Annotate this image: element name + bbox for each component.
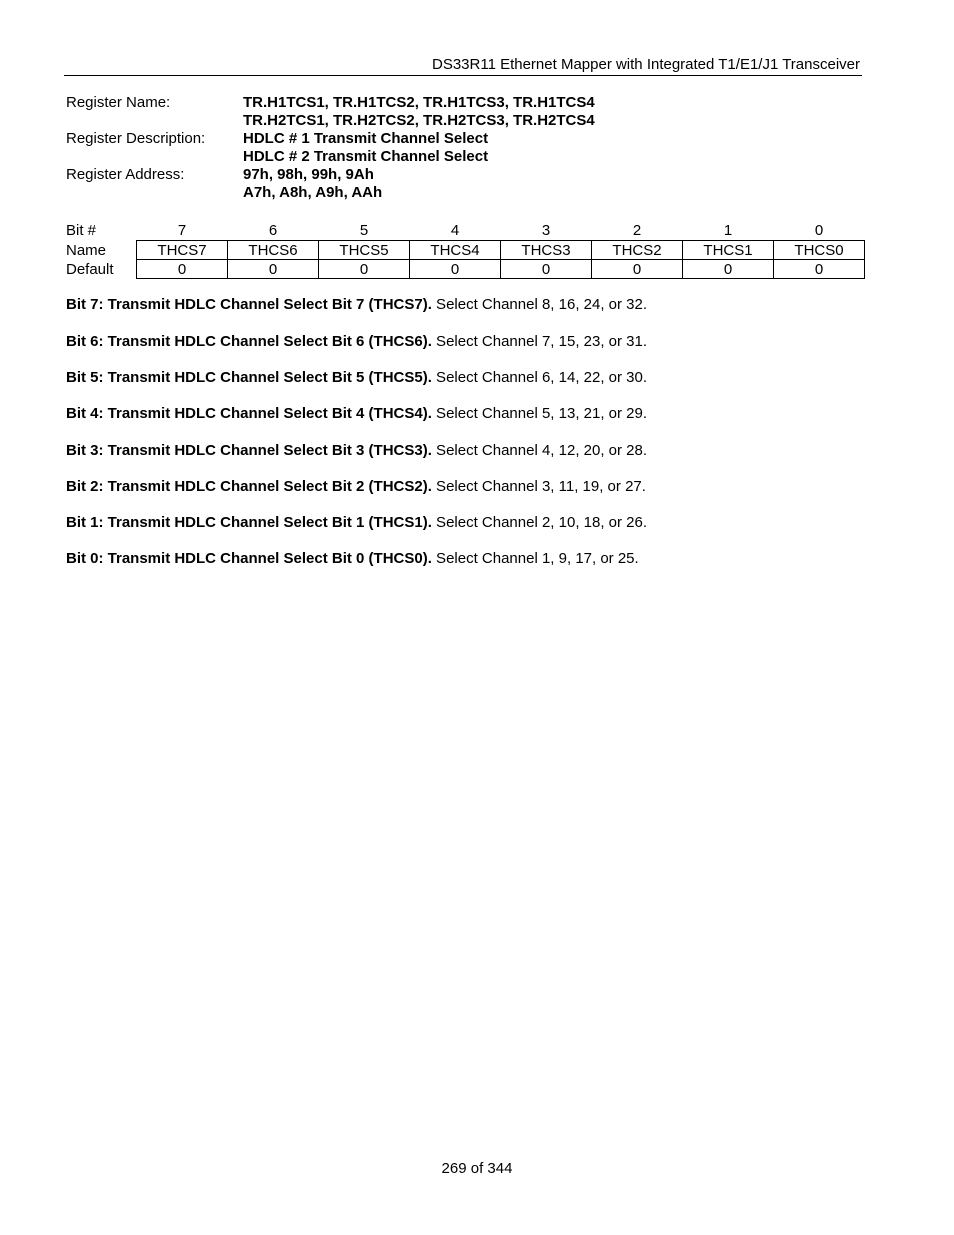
bit-description-text: Select Channel 7, 15, 23, or 31.	[431, 333, 648, 350]
name-row-label: Name	[66, 241, 107, 259]
register-name-values	[243, 94, 595, 130]
bit-description-text: Select Channel 2, 10, 18, or 26.	[431, 514, 648, 531]
bit-number: 4	[450, 222, 460, 239]
register-description-line: HDLC # 2 Transmit Channel Select	[243, 148, 489, 165]
bit-description-title: Bit 1: Transmit HDLC Channel Select Bit 1 (THCS1).	[66, 514, 432, 531]
register-address-label: Register Address:	[66, 166, 185, 183]
register-address-row	[66, 166, 866, 202]
bit-number-row	[64, 221, 865, 241]
bit-description-title: Bit 7: Transmit HDLC Channel Select Bit 7 (THCS7).	[66, 296, 432, 313]
register-name-label: Register Name:	[66, 94, 171, 111]
bit-description-text: Select Channel 4, 12, 20, or 28.	[431, 442, 648, 459]
page-number: 269 of 344	[441, 1160, 513, 1177]
bit-number: 6	[268, 222, 278, 239]
bit-name-row	[64, 241, 865, 260]
bit-name: THCS4	[410, 241, 501, 260]
bit-description-title: Bit 6: Transmit HDLC Channel Select Bit 6 (THCS6).	[66, 333, 432, 350]
bit-table	[64, 221, 865, 279]
bit-number: 5	[359, 222, 369, 239]
bit-name: THCS7	[137, 241, 228, 260]
bit-description	[66, 514, 886, 532]
bit-description	[66, 333, 886, 351]
bit-description	[66, 405, 886, 423]
bit-number: 7	[177, 222, 187, 239]
bit-description-text: Select Channel 1, 9, 17, or 25.	[431, 550, 639, 567]
bit-default: 0	[228, 260, 319, 279]
bit-default: 0	[592, 260, 683, 279]
bit-description-title: Bit 0: Transmit HDLC Channel Select Bit 0 (THCS0).	[66, 550, 432, 567]
bit-description	[66, 442, 886, 460]
bit-default-row	[64, 260, 865, 279]
bit-default: 0	[501, 260, 592, 279]
bit-description-text: Select Channel 5, 13, 21, or 29.	[431, 405, 648, 422]
bit-number: 2	[632, 222, 642, 239]
bit-name: THCS2	[592, 241, 683, 260]
register-address-values	[243, 166, 382, 202]
bit-description	[66, 369, 886, 387]
bit-description-title: Bit 2: Transmit HDLC Channel Select Bit 2 (THCS2).	[66, 478, 432, 495]
bit-name: THCS6	[228, 241, 319, 260]
bit-default: 0	[683, 260, 774, 279]
bit-description-title: Bit 5: Transmit HDLC Channel Select Bit 5 (THCS5).	[66, 369, 432, 386]
bit-description	[66, 296, 886, 314]
bit-default: 0	[410, 260, 501, 279]
bit-description-title: Bit 4: Transmit HDLC Channel Select Bit 4 (THCS4).	[66, 405, 432, 422]
default-row-label: Default	[66, 260, 114, 278]
bit-default: 0	[137, 260, 228, 279]
register-name-row	[66, 94, 866, 130]
bit-description-text: Select Channel 6, 14, 22, or 30.	[431, 369, 648, 386]
bit-description-text: Select Channel 3, 11, 19, or 27.	[431, 478, 646, 495]
register-name-line: TR.H1TCS1, TR.H1TCS2, TR.H1TCS3, TR.H1TCS4	[243, 94, 595, 111]
page-header	[64, 55, 862, 76]
register-name-line: TR.H2TCS1, TR.H2TCS2, TR.H2TCS3, TR.H2TCS4	[243, 112, 595, 129]
bit-description-title: Bit 3: Transmit HDLC Channel Select Bit 3 (THCS3).	[66, 442, 432, 459]
register-address-line: A7h, A8h, A9h, AAh	[243, 184, 383, 201]
bit-name: THCS1	[683, 241, 774, 260]
register-info	[66, 94, 866, 202]
bit-name: THCS0	[774, 241, 865, 260]
bit-default: 0	[774, 260, 865, 279]
register-description-line: HDLC # 1 Transmit Channel Select	[243, 130, 489, 147]
bit-name: THCS5	[319, 241, 410, 260]
register-description-values	[243, 130, 488, 166]
bit-row-label: Bit #	[66, 222, 97, 240]
bit-number: 1	[723, 222, 733, 239]
document-title: DS33R11 Ethernet Mapper with Integrated T1/E1/J1 Transceiver	[431, 56, 860, 73]
bit-description	[66, 550, 886, 568]
bit-number: 0	[814, 222, 824, 239]
register-address-line: 97h, 98h, 99h, 9Ah	[243, 166, 374, 183]
bit-default: 0	[319, 260, 410, 279]
bit-name: THCS3	[501, 241, 592, 260]
bit-description-text: Select Channel 8, 16, 24, or 32.	[431, 296, 648, 313]
bit-description	[66, 478, 886, 496]
register-description-label: Register Description:	[66, 130, 206, 147]
bit-number: 3	[541, 222, 551, 239]
register-description-row	[66, 130, 866, 166]
